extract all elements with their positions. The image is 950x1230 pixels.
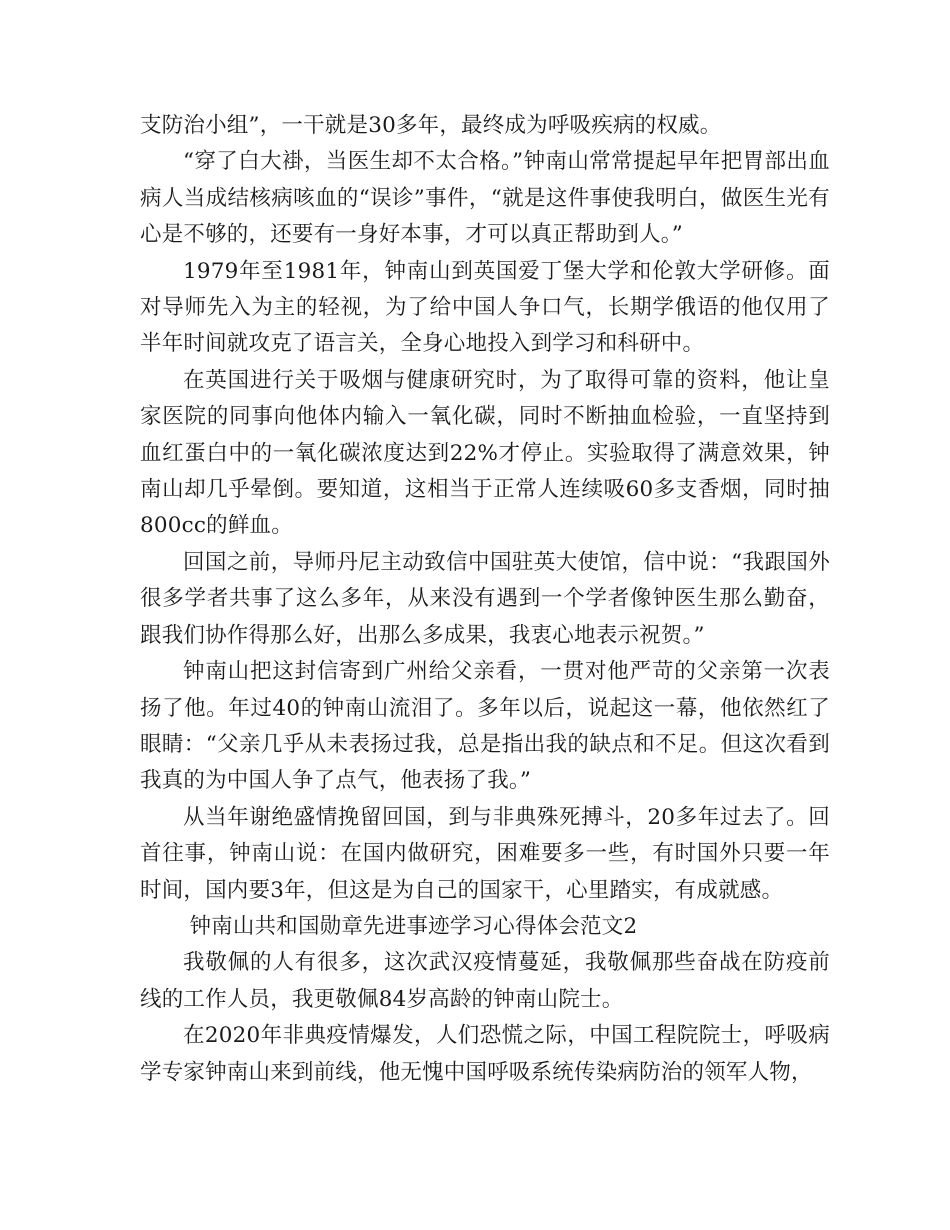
paragraph-uk-study: 1979年至1981年，钟南山到英国爱丁堡大学和伦敦大学研修。面对导师先入为主的轻视，为了给中国人争口气，长期学俄语的他仅用了半年时间就攻克了语言关，全身心地投入到学习和科研中。 — [140, 258, 830, 357]
paragraph-white-coat: “穿了白大褂，当医生却不太合格。”钟南山常常提起早年把胃部出血病人当成结核病咳血的“误诊”事件，“就是这件事使我明白，做医生光有心是不够的，还要有一身好本事，才可以真正帮助到人。” — [140, 149, 830, 248]
paragraph-father-praise: 钟南山把这封信寄到广州给父亲看，一贯对他严苛的父亲第一次表扬了他。年过40的钟南山流泪了。多年以后，说起这一幕，他依然红了眼睛：“父亲几乎从未表扬过我，总是指出我的缺点和不足。但这次看到我真的为中国人争了点气，他表扬了我。” — [140, 659, 830, 794]
paragraph-continuation: 支防治小组”，一干就是30多年，最终成为呼吸疾病的权威。 — [140, 113, 722, 138]
document-page — [140, 108, 830, 1091]
paragraph-smoking-research: 在英国进行关于吸烟与健康研究时，为了取得可靠的资料，他让皇家医院的同事向他体内输入一氧化碳，同时不断抽血检验，一直坚持到血红蛋白中的一氧化碳浓度达到22%才停止。实验取得了满意效果，钟南山却几乎晕倒。要知道，这相当于正常人连续吸60多支香烟，同时抽800cc的鲜血。 — [140, 367, 830, 539]
section-heading: 钟南山共和国勋章先进事迹学习心得体会范文2 — [189, 913, 638, 939]
paragraph-sars-frontline: 在2020年非典疫情爆发，人们恐慌之际，中国工程院院士，呼吸病学专家钟南山来到前线，他无愧中国呼吸系统传染病防治的领军人物， — [140, 1023, 830, 1085]
paragraph-admiration: 我敬佩的人有很多，这次武汉疫情蔓延，我敬佩那些奋战在防疫前线的工作人员，我更敬佩84岁高龄的钟南山院士。 — [140, 950, 830, 1012]
paragraph-looking-back: 从当年谢绝盛情挽留回国，到与非典殊死搏斗，20多年过去了。回首往事，钟南山说：在国内做研究，困难要多一些，有时国外只要一年时间，国内要3年，但这是为自己的国家干，心里踏实，有成就感。 — [140, 804, 830, 903]
paragraph-mentor-letter: 回国之前，导师丹尼主动致信中国驻英大使馆，信中说：“我跟国外很多学者共事了这么多年，从来没有遇到一个学者像钟医生那么勤奋，跟我们协作得那么好，出那么多成果，我衷心地表示祝贺。” — [140, 549, 830, 648]
